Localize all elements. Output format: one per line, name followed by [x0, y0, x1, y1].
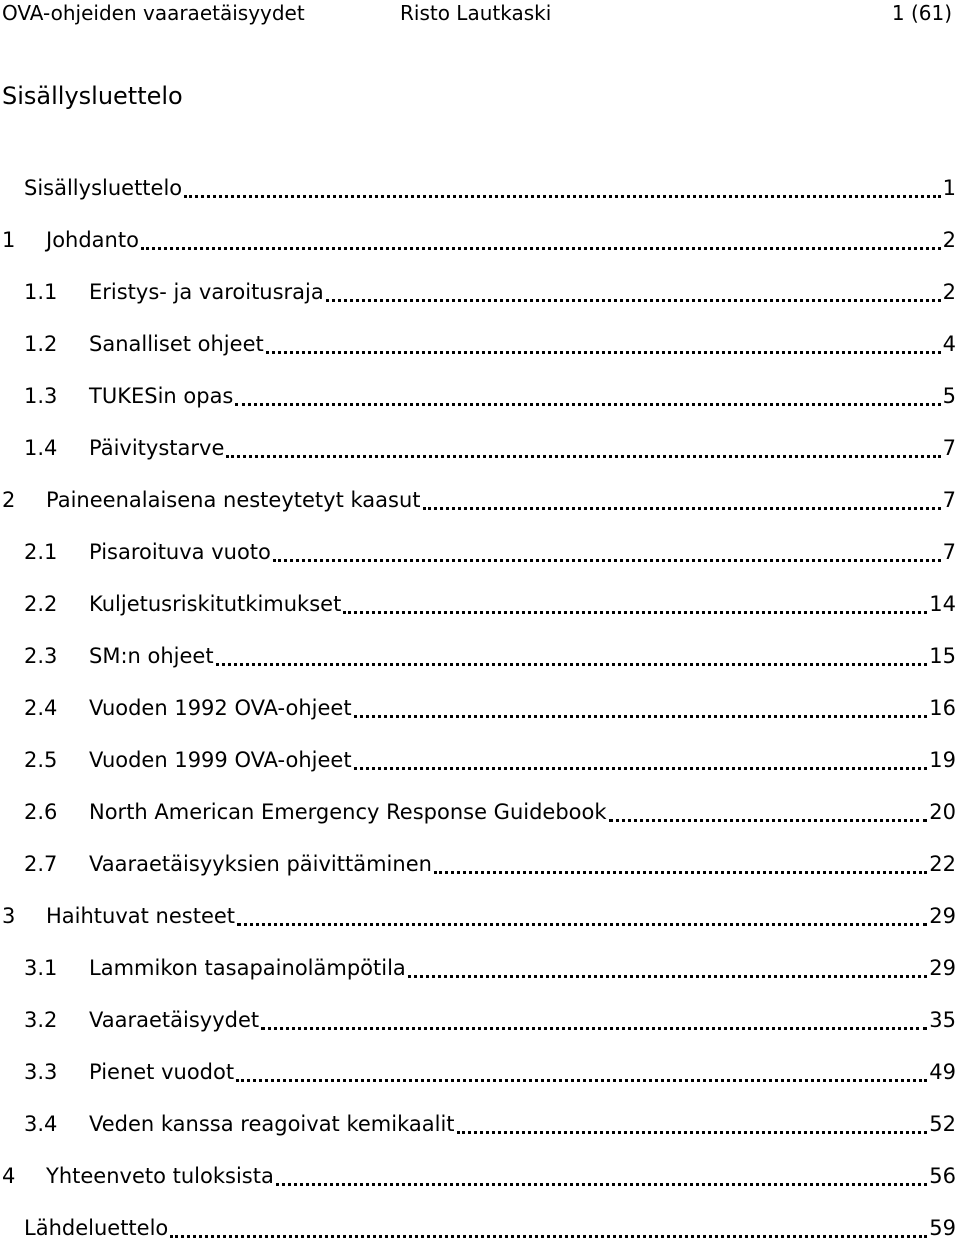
toc-dot-leader [236, 1079, 927, 1082]
toc-entry-label: Kuljetusriskitutkimukset [89, 592, 342, 616]
toc-entry-label: Lammikon tasapainolämpötila [89, 956, 406, 980]
toc-entry-label: Haihtuvat nesteet [46, 904, 236, 928]
toc-entry-number: 3.3 [24, 1060, 58, 1084]
toc-entry-page: 49 [929, 1060, 956, 1084]
table-of-contents [0, 162, 956, 1254]
toc-dot-leader [408, 975, 927, 978]
toc-entry-page: 7 [942, 540, 956, 564]
toc-dot-leader [184, 195, 940, 198]
toc-entry-label: Päivitystarve [89, 436, 225, 460]
toc-entry-number: 2.5 [24, 748, 58, 772]
toc-entry-label: Yhteenveto tuloksista [46, 1164, 274, 1188]
toc-entry-label: Vuoden 1999 OVA-ohjeet [89, 748, 352, 772]
toc-entry-label: Veden kanssa reagoivat kemikaalit [89, 1112, 455, 1136]
toc-entry-number: 1.3 [24, 384, 58, 408]
toc-entry-page: 1 [942, 176, 956, 200]
toc-entry-page: 15 [929, 644, 956, 668]
toc-entry[interactable] [0, 890, 956, 942]
toc-entry[interactable] [0, 838, 956, 890]
toc-dot-leader [423, 507, 941, 510]
toc-dot-leader [216, 663, 928, 666]
toc-dot-leader [141, 247, 941, 250]
toc-entry-page: 19 [929, 748, 956, 772]
toc-entry[interactable] [0, 422, 956, 474]
toc-entry-label: Sanalliset ohjeet [89, 332, 264, 356]
toc-entry-number: 1 [2, 228, 16, 252]
toc-entry[interactable] [0, 266, 956, 318]
toc-entry[interactable] [0, 1098, 956, 1150]
toc-dot-leader [273, 559, 941, 562]
toc-entry-page: 29 [929, 904, 956, 928]
toc-entry[interactable] [0, 370, 956, 422]
toc-entry-number: 3.4 [24, 1112, 58, 1136]
toc-entry[interactable] [0, 162, 956, 214]
toc-entry[interactable] [0, 630, 956, 682]
toc-dot-leader [326, 299, 941, 302]
toc-entry-page: 4 [942, 332, 956, 356]
toc-entry-page: 56 [929, 1164, 956, 1188]
toc-entry-label: Vaaraetäisyydet [89, 1008, 260, 1032]
toc-entry-page: 59 [929, 1216, 956, 1240]
toc-entry-label: Vuoden 1992 OVA-ohjeet [89, 696, 352, 720]
toc-entry[interactable] [0, 1202, 956, 1254]
toc-entry-label: Eristys- ja varoitusraja [89, 280, 324, 304]
toc-entry[interactable] [0, 734, 956, 786]
toc-dot-leader [266, 351, 941, 354]
toc-dot-leader [235, 403, 940, 406]
toc-entry-label: SM:n ohjeet [89, 644, 214, 668]
toc-entry-page: 7 [942, 436, 956, 460]
toc-entry[interactable] [0, 474, 956, 526]
toc-entry-page: 14 [929, 592, 956, 616]
toc-entry-label: Pisaroituva vuoto [89, 540, 271, 564]
toc-entry[interactable] [0, 786, 956, 838]
toc-entry-page: 52 [929, 1112, 956, 1136]
toc-entry-label: Sisällysluettelo [24, 176, 183, 200]
toc-entry-page: 2 [942, 280, 956, 304]
toc-dot-leader [434, 871, 927, 874]
toc-entry-label: Lähdeluettelo [24, 1216, 169, 1240]
toc-entry-number: 1.2 [24, 332, 58, 356]
page-header [0, 0, 960, 26]
toc-entry-number: 2.7 [24, 852, 58, 876]
toc-entry-number: 2.6 [24, 800, 58, 824]
toc-entry-number: 3 [2, 904, 16, 928]
toc-entry-number: 2.2 [24, 592, 58, 616]
toc-dot-leader [343, 611, 927, 614]
toc-entry-label: TUKESin opas [89, 384, 234, 408]
toc-entry-label: Johdanto [46, 228, 139, 252]
toc-entry[interactable] [0, 214, 956, 266]
toc-entry-page: 35 [929, 1008, 956, 1032]
toc-entry-page: 29 [929, 956, 956, 980]
header-document-title: OVA-ohjeiden vaaraetäisyydet [2, 1, 305, 25]
toc-dot-leader [457, 1131, 928, 1134]
toc-dot-leader [354, 767, 928, 770]
toc-entry-page: 2 [942, 228, 956, 252]
toc-dot-leader [276, 1183, 927, 1186]
toc-entry-page: 22 [929, 852, 956, 876]
toc-entry[interactable] [0, 1150, 956, 1202]
toc-entry-number: 1.4 [24, 436, 58, 460]
header-author: Risto Lautkaski [400, 1, 552, 25]
toc-entry-label: North American Emergency Response Guidebook [89, 800, 607, 824]
toc-entry-label: Paineenalaisena nesteytetyt kaasut [46, 488, 421, 512]
toc-entry-label: Vaaraetäisyyksien päivittäminen [89, 852, 432, 876]
toc-entry-page: 20 [929, 800, 956, 824]
toc-entry-number: 2.4 [24, 696, 58, 720]
toc-dot-leader [354, 715, 928, 718]
toc-dot-leader [226, 455, 940, 458]
toc-entry-number: 3.2 [24, 1008, 58, 1032]
toc-entry-number: 1.1 [24, 280, 58, 304]
toc-entry[interactable] [0, 942, 956, 994]
toc-entry-label: Pienet vuodot [89, 1060, 235, 1084]
toc-entry[interactable] [0, 578, 956, 630]
toc-entry[interactable] [0, 682, 956, 734]
toc-entry-page: 7 [942, 488, 956, 512]
toc-entry[interactable] [0, 994, 956, 1046]
toc-entry-number: 4 [2, 1164, 16, 1188]
toc-entry-number: 2.3 [24, 644, 58, 668]
toc-entry[interactable] [0, 318, 956, 370]
toc-entry[interactable] [0, 526, 956, 578]
toc-entry-number: 3.1 [24, 956, 58, 980]
toc-entry-page: 16 [929, 696, 956, 720]
toc-heading: Sisällysluettelo [2, 82, 183, 110]
toc-dot-leader [237, 923, 927, 926]
toc-dot-leader [609, 819, 928, 822]
toc-entry[interactable] [0, 1046, 956, 1098]
header-page-number: 1 (61) [891, 1, 952, 25]
toc-entry-number: 2.1 [24, 540, 58, 564]
toc-entry-number: 2 [2, 488, 16, 512]
toc-entry-page: 5 [942, 384, 956, 408]
toc-dot-leader [261, 1027, 927, 1030]
